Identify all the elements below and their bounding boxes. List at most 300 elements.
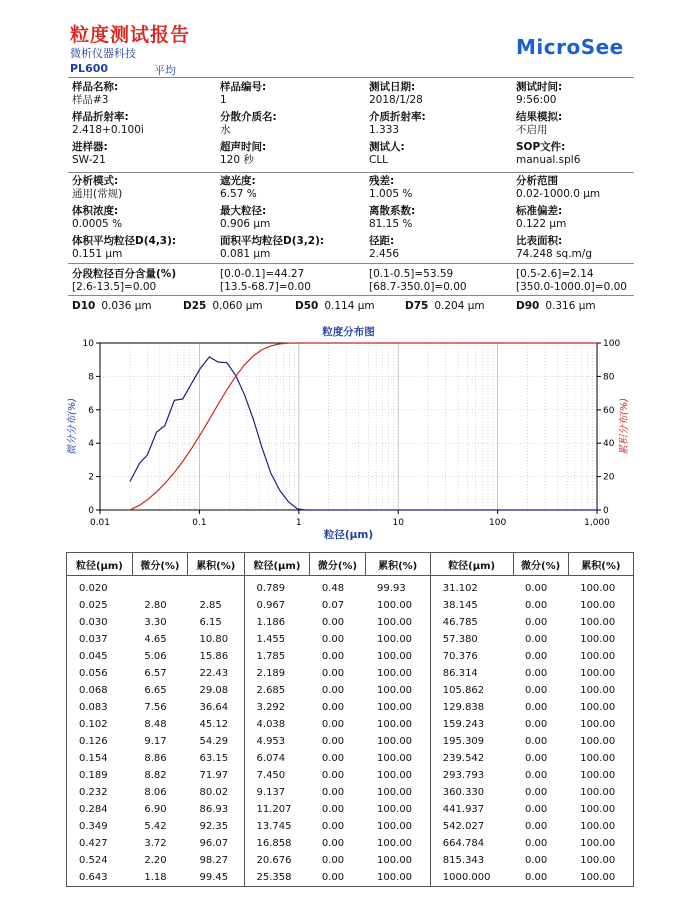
table-cell: 38.145 — [430, 597, 513, 614]
table-cell: 15.86 — [199, 651, 229, 662]
d25-value: D25 0.060 µm — [183, 300, 263, 312]
info-label: 测试时间: — [516, 81, 563, 93]
d75-value: D75 0.204 µm — [405, 300, 485, 312]
table-header: 粒径(µm) — [430, 553, 513, 576]
table-cell: 5.06 — [144, 651, 167, 662]
result-value: 通用(常规) — [72, 188, 123, 200]
table-header: 粒径(µm) — [67, 553, 133, 576]
table-cell: 0.349 — [67, 818, 133, 835]
chart-title: 粒度分布图 — [322, 326, 375, 338]
info-label: SOP文件: — [516, 141, 566, 153]
segment-item: [0.1-0.5]=53.59 — [369, 268, 454, 280]
table-row — [67, 716, 634, 733]
d10-value: D10 0.036 µm — [72, 300, 152, 312]
result-field — [72, 175, 122, 201]
table-cell: 0.232 — [67, 784, 133, 801]
segment-label: 分段粒径百分含量(%) — [72, 268, 177, 280]
table-cell: 664.784 — [430, 835, 513, 852]
table-cell: 100.00 — [377, 838, 413, 849]
table-cell: 0.00 — [525, 668, 548, 679]
result-value: 6.57 % — [220, 188, 257, 200]
table-cell: 100.00 — [377, 685, 413, 696]
table-cell: 159.243 — [430, 716, 513, 733]
x-tick-label: 1,000 — [584, 518, 610, 528]
y-right-tick-label: 0 — [603, 506, 609, 516]
table-cell: 0.045 — [67, 648, 133, 665]
result-field — [516, 205, 566, 231]
info-field — [72, 141, 108, 167]
table-cell: 54.29 — [199, 736, 229, 747]
table-cell: 100.00 — [377, 787, 413, 798]
result-label: 径距: — [369, 235, 395, 247]
table-row — [67, 699, 634, 716]
table-header: 粒径(µm) — [244, 553, 310, 576]
segments-divider — [68, 295, 634, 296]
result-label: 标准偏差: — [516, 205, 563, 217]
table-cell: 0.00 — [321, 821, 345, 832]
table-header: 累积(%) — [188, 553, 245, 576]
table-cell: 0.154 — [67, 750, 133, 767]
table-cell: 7.56 — [144, 702, 167, 713]
info-field — [72, 81, 118, 107]
table-cell: 0.00 — [321, 719, 345, 730]
table-cell: 0.00 — [525, 685, 548, 696]
result-label: 分析模式: — [72, 175, 119, 187]
d50-value: D50 0.114 µm — [295, 300, 375, 312]
result-field — [220, 175, 257, 201]
table-cell: 0.00 — [525, 787, 548, 798]
report-mode: 平均 — [154, 64, 176, 77]
table-cell: 0.00 — [321, 668, 345, 679]
table-cell: 8.48 — [144, 719, 167, 730]
table-cell: 100.00 — [568, 784, 633, 801]
table-cell: 3.30 — [144, 617, 167, 628]
info-value: 120 秒 — [220, 154, 254, 166]
info-value: 2018/1/28 — [369, 94, 423, 106]
result-value: 0.081 µm — [220, 248, 271, 260]
table-cell: 100.00 — [568, 750, 633, 767]
table-cell: 29.08 — [199, 685, 229, 696]
table-cell: 293.793 — [430, 767, 513, 784]
table-cell: 0.00 — [525, 719, 548, 730]
y-right-tick-label: 40 — [603, 439, 615, 450]
x-tick-label: 10 — [392, 518, 404, 528]
table-cell: 0.427 — [67, 835, 133, 852]
table-cell: 16.858 — [244, 835, 310, 852]
table-cell: 542.027 — [430, 818, 513, 835]
segment-item: [68.7-350.0]=0.00 — [369, 281, 467, 293]
y-left-tick-label: 6 — [88, 405, 94, 416]
company-name: 微析仪器科技 — [70, 47, 136, 60]
x-tick-label: 1 — [295, 518, 302, 528]
result-field — [516, 235, 592, 261]
table-cell: 100.00 — [568, 818, 633, 835]
y-left-tick-label: 8 — [88, 372, 94, 383]
table-cell: 0.00 — [321, 651, 345, 662]
info-value: 不启用 — [516, 124, 548, 136]
table-cell: 0.48 — [321, 583, 345, 594]
table-row — [67, 648, 634, 665]
results-divider — [68, 263, 634, 264]
table-cell: 0.00 — [525, 855, 548, 866]
table-cell: 8.06 — [144, 787, 167, 798]
table-cell: 100.00 — [377, 736, 413, 747]
table-cell: 100.00 — [568, 801, 633, 818]
table-cell: 0.030 — [67, 614, 133, 631]
result-value: 74.248 sq.m/g — [516, 248, 592, 260]
table-cell: 100.00 — [568, 665, 633, 682]
segment-item: [0.0-0.1]=44.27 — [220, 268, 305, 280]
table-cell: 4.038 — [244, 716, 310, 733]
header-divider — [68, 77, 634, 78]
particle-distribution-chart — [55, 320, 645, 545]
y-left-tick-label: 4 — [88, 439, 94, 450]
table-cell: 1.785 — [244, 648, 310, 665]
instrument-model: PL600 — [70, 62, 109, 75]
table-cell: 100.00 — [568, 767, 633, 784]
result-field — [369, 235, 399, 261]
table-cell: 0.056 — [67, 665, 133, 682]
table-cell: 4.953 — [244, 733, 310, 750]
table-cell: 13.745 — [244, 818, 310, 835]
table-cell: 100.00 — [365, 869, 430, 887]
table-cell: 0.00 — [525, 770, 548, 781]
table-cell: 0.00 — [321, 634, 345, 645]
result-value: 0.02-1000.0 µm — [516, 188, 601, 200]
table-cell: 100.00 — [377, 855, 413, 866]
y-left-tick-label: 10 — [82, 339, 94, 349]
y-right-tick-label: 100 — [603, 339, 621, 349]
table-cell: 3.292 — [244, 699, 310, 716]
table-cell: 86.314 — [430, 665, 513, 682]
info-field — [369, 111, 426, 137]
table-cell: 6.15 — [199, 617, 222, 628]
table-header: 微分(%) — [310, 553, 365, 576]
table-cell: 0.00 — [321, 838, 345, 849]
table-cell: 86.93 — [199, 804, 229, 815]
table-cell: 8.86 — [144, 753, 167, 764]
table-cell: 0.00 — [525, 634, 548, 645]
table-cell: 1000.000 — [430, 869, 513, 887]
info-label: 超声时间: — [220, 141, 267, 153]
info-label: 样品折射率: — [72, 111, 129, 123]
table-cell: 0.00 — [525, 838, 548, 849]
table-cell: 100.00 — [568, 733, 633, 750]
table-cell: 100.00 — [568, 597, 633, 614]
table-cell: 100.00 — [377, 804, 413, 815]
table-cell: 0.00 — [321, 804, 345, 815]
table-cell: 57.380 — [430, 631, 513, 648]
table-cell: 100.00 — [377, 702, 413, 713]
table-cell: 6.65 — [144, 685, 167, 696]
table-cell: 0.524 — [67, 852, 133, 869]
info-value: 9:56:00 — [516, 94, 557, 106]
info-label: 进样器: — [72, 141, 108, 153]
result-label: 遮光度: — [220, 175, 256, 187]
table-row — [67, 665, 634, 682]
info-field — [220, 111, 277, 137]
info-field — [369, 81, 423, 107]
result-label: 最大粒径: — [220, 205, 267, 217]
table-row — [67, 801, 634, 818]
result-label: 离散系数: — [369, 205, 416, 217]
result-label: 分析范围 — [516, 175, 558, 187]
info-label: 结果模拟: — [516, 111, 563, 123]
info-label: 样品编号: — [220, 81, 267, 93]
table-cell: 100.00 — [377, 770, 413, 781]
table-cell: 100.00 — [377, 719, 413, 730]
info-field — [516, 111, 562, 137]
table-cell: 0.025 — [67, 597, 133, 614]
table-cell: 5.42 — [144, 821, 167, 832]
table-cell: 0.00 — [310, 869, 365, 887]
table-cell: 9.17 — [144, 736, 167, 747]
info-value: 1.333 — [369, 124, 400, 136]
result-field — [72, 205, 122, 231]
table-header: 累积(%) — [365, 553, 430, 576]
table-row — [67, 750, 634, 767]
result-label: 体积浓度: — [72, 205, 119, 217]
info-field — [516, 81, 562, 107]
table-cell: 0.068 — [67, 682, 133, 699]
table-cell: 0.020 — [67, 576, 133, 598]
table-cell: 22.43 — [199, 668, 229, 679]
table-cell: 6.90 — [144, 804, 167, 815]
table-cell: 1.455 — [244, 631, 310, 648]
table-cell: 2.189 — [244, 665, 310, 682]
table-cell: 0.284 — [67, 801, 133, 818]
table-row — [67, 576, 634, 598]
table-cell: 100.00 — [568, 716, 633, 733]
result-value: 0.0005 % — [72, 218, 123, 230]
table-cell: 100.00 — [377, 821, 413, 832]
result-label: 比表面积: — [516, 235, 563, 247]
segment-item: [13.5-68.7]=0.00 — [220, 281, 311, 293]
table-cell — [132, 576, 187, 598]
report-title: 粒度测试报告 — [70, 24, 191, 46]
table-cell: 4.65 — [144, 634, 167, 645]
table-cell: 92.35 — [199, 821, 229, 832]
table-cell: 0.00 — [525, 702, 548, 713]
table-cell: 0.00 — [525, 600, 548, 611]
info-field — [220, 141, 266, 167]
info-value: 样品#3 — [72, 94, 109, 106]
table-cell: 0.00 — [321, 736, 345, 747]
table-cell: 6.57 — [144, 668, 167, 679]
table-cell: 2.85 — [199, 600, 222, 611]
table-cell: 100.00 — [568, 682, 633, 699]
table-cell: 129.838 — [430, 699, 513, 716]
table-cell: 105.862 — [430, 682, 513, 699]
info-label: 测试日期: — [369, 81, 416, 93]
table-cell: 20.676 — [244, 852, 310, 869]
table-cell: 0.00 — [321, 855, 345, 866]
table-cell: 100.00 — [568, 852, 633, 869]
table-cell: 100.00 — [377, 753, 413, 764]
table-cell: 0.083 — [67, 699, 133, 716]
result-value: 1.005 % — [369, 188, 413, 200]
table-cell: 0.00 — [321, 685, 345, 696]
table-cell: 100.00 — [568, 576, 633, 598]
table-cell: 0.102 — [67, 716, 133, 733]
result-field — [369, 175, 412, 201]
y-right-tick-label: 60 — [603, 405, 615, 416]
table-cell: 80.02 — [199, 787, 229, 798]
table-cell: 0.00 — [321, 787, 345, 798]
table-cell: 0.037 — [67, 631, 133, 648]
result-label: 面积平均粒径D(3,2): — [220, 235, 325, 247]
x-tick-label: 100 — [489, 518, 507, 528]
table-cell: 11.207 — [244, 801, 310, 818]
info-label: 样品名称: — [72, 81, 119, 93]
table-cell: 46.785 — [430, 614, 513, 631]
result-value: 0.151 µm — [72, 248, 123, 260]
table-row — [67, 835, 634, 852]
table-cell: 63.15 — [199, 753, 229, 764]
table-cell: 3.72 — [144, 838, 167, 849]
info-value: 水 — [220, 124, 231, 136]
y-right-tick-label: 80 — [603, 372, 615, 383]
table-row — [67, 682, 634, 699]
table-cell: 0.00 — [525, 804, 548, 815]
table-cell: 360.330 — [430, 784, 513, 801]
info-value: manual.spl6 — [516, 154, 581, 166]
table-cell: 441.937 — [430, 801, 513, 818]
table-cell: 71.97 — [199, 770, 229, 781]
table-cell: 0.00 — [525, 736, 548, 747]
info-value: SW-21 — [72, 154, 106, 166]
x-axis-label: 粒径(µm) — [323, 529, 374, 541]
table-cell: 2.80 — [144, 600, 167, 611]
y-right-tick-label: 20 — [603, 472, 615, 483]
table-cell: 0.00 — [321, 702, 345, 713]
result-value: 0.906 µm — [220, 218, 271, 230]
table-cell: 0.00 — [321, 617, 345, 628]
table-cell: 100.00 — [377, 668, 413, 679]
result-label: 体积平均粒径D(4,3): — [72, 235, 177, 247]
table-cell: 100.00 — [568, 869, 633, 887]
info-value: CLL — [369, 154, 389, 166]
result-value: 81.15 % — [369, 218, 413, 230]
table-header: 累积(%) — [568, 553, 633, 576]
table-cell: 2.685 — [244, 682, 310, 699]
plot-frame — [100, 343, 597, 510]
table-cell: 2.20 — [144, 855, 167, 866]
info-field — [369, 141, 405, 167]
table-header: 微分(%) — [132, 553, 187, 576]
table-cell: 100.00 — [568, 648, 633, 665]
table-row — [67, 818, 634, 835]
table-cell: 9.137 — [244, 784, 310, 801]
info-value: 2.418+0.100i — [72, 124, 144, 136]
table-cell: 1.18 — [132, 869, 187, 887]
segment-item: [350.0-1000.0]=0.00 — [516, 281, 627, 293]
table-cell: 0.189 — [67, 767, 133, 784]
table-cell: 0.00 — [321, 753, 345, 764]
table-cell: 96.07 — [199, 838, 229, 849]
result-value: 2.456 — [369, 248, 400, 260]
info-field — [72, 111, 144, 137]
table-cell: 0.00 — [525, 617, 548, 628]
segment-item: [0.5-2.6]=2.14 — [516, 268, 594, 280]
table-row — [67, 597, 634, 614]
table-cell: 0.126 — [67, 733, 133, 750]
table-cell: 99.45 — [188, 869, 245, 887]
table-cell — [188, 576, 245, 598]
info-label: 介质折射率: — [369, 111, 426, 123]
table-row — [67, 852, 634, 869]
info-divider — [68, 172, 634, 173]
table-cell: 45.12 — [199, 719, 229, 730]
table-cell: 100.00 — [568, 699, 633, 716]
table-cell: 0.00 — [525, 753, 548, 764]
table-cell: 7.450 — [244, 767, 310, 784]
table-cell: 99.93 — [377, 583, 406, 594]
table-cell: 0.643 — [67, 869, 133, 887]
table-cell: 25.358 — [244, 869, 310, 887]
table-cell: 10.80 — [199, 634, 229, 645]
result-field — [220, 235, 324, 261]
table-row — [67, 869, 634, 887]
table-cell: 195.309 — [430, 733, 513, 750]
table-cell: 1.186 — [244, 614, 310, 631]
info-field — [220, 81, 266, 107]
table-cell: 6.074 — [244, 750, 310, 767]
table-cell: 0.789 — [244, 576, 310, 598]
table-cell: 100.00 — [568, 835, 633, 852]
table-cell: 0.07 — [321, 600, 345, 611]
table-cell: 0.00 — [513, 869, 568, 887]
table-cell: 0.00 — [525, 583, 548, 594]
result-field — [72, 235, 176, 261]
info-value: 1 — [220, 94, 227, 106]
info-label: 分散介质名: — [220, 111, 277, 123]
table-cell: 100.00 — [568, 614, 633, 631]
table-cell: 100.00 — [377, 600, 413, 611]
table-cell: 0.00 — [525, 821, 548, 832]
table-cell: 100.00 — [568, 631, 633, 648]
table-header: 微分(%) — [513, 553, 568, 576]
table-cell: 100.00 — [377, 634, 413, 645]
result-field — [220, 205, 270, 231]
table-cell: 31.102 — [430, 576, 513, 598]
y-left-axis-label: 微分分布(%) — [67, 397, 78, 456]
table-cell: 36.64 — [199, 702, 229, 713]
brand-logo: MicroSee — [516, 35, 624, 59]
y-right-axis-label: 累积分布(%) — [619, 397, 630, 456]
table-cell: 0.00 — [525, 651, 548, 662]
table-row — [67, 784, 634, 801]
result-field — [369, 205, 415, 231]
result-field — [516, 175, 600, 201]
table-row — [67, 631, 634, 648]
table-cell: 98.27 — [199, 855, 229, 866]
table-row — [67, 767, 634, 784]
segment-item: [2.6-13.5]=0.00 — [72, 281, 157, 293]
table-cell: 815.343 — [430, 852, 513, 869]
result-label: 残差: — [369, 175, 395, 187]
differential-series-line — [130, 357, 597, 510]
table-cell: 239.542 — [430, 750, 513, 767]
table-cell: 70.376 — [430, 648, 513, 665]
table-cell: 8.82 — [144, 770, 167, 781]
y-left-tick-label: 2 — [88, 472, 94, 483]
table-cell: 0.967 — [244, 597, 310, 614]
table-cell: 0.00 — [321, 770, 345, 781]
table-cell: 100.00 — [377, 617, 413, 628]
x-tick-label: 0.1 — [192, 518, 207, 528]
table-row — [67, 614, 634, 631]
